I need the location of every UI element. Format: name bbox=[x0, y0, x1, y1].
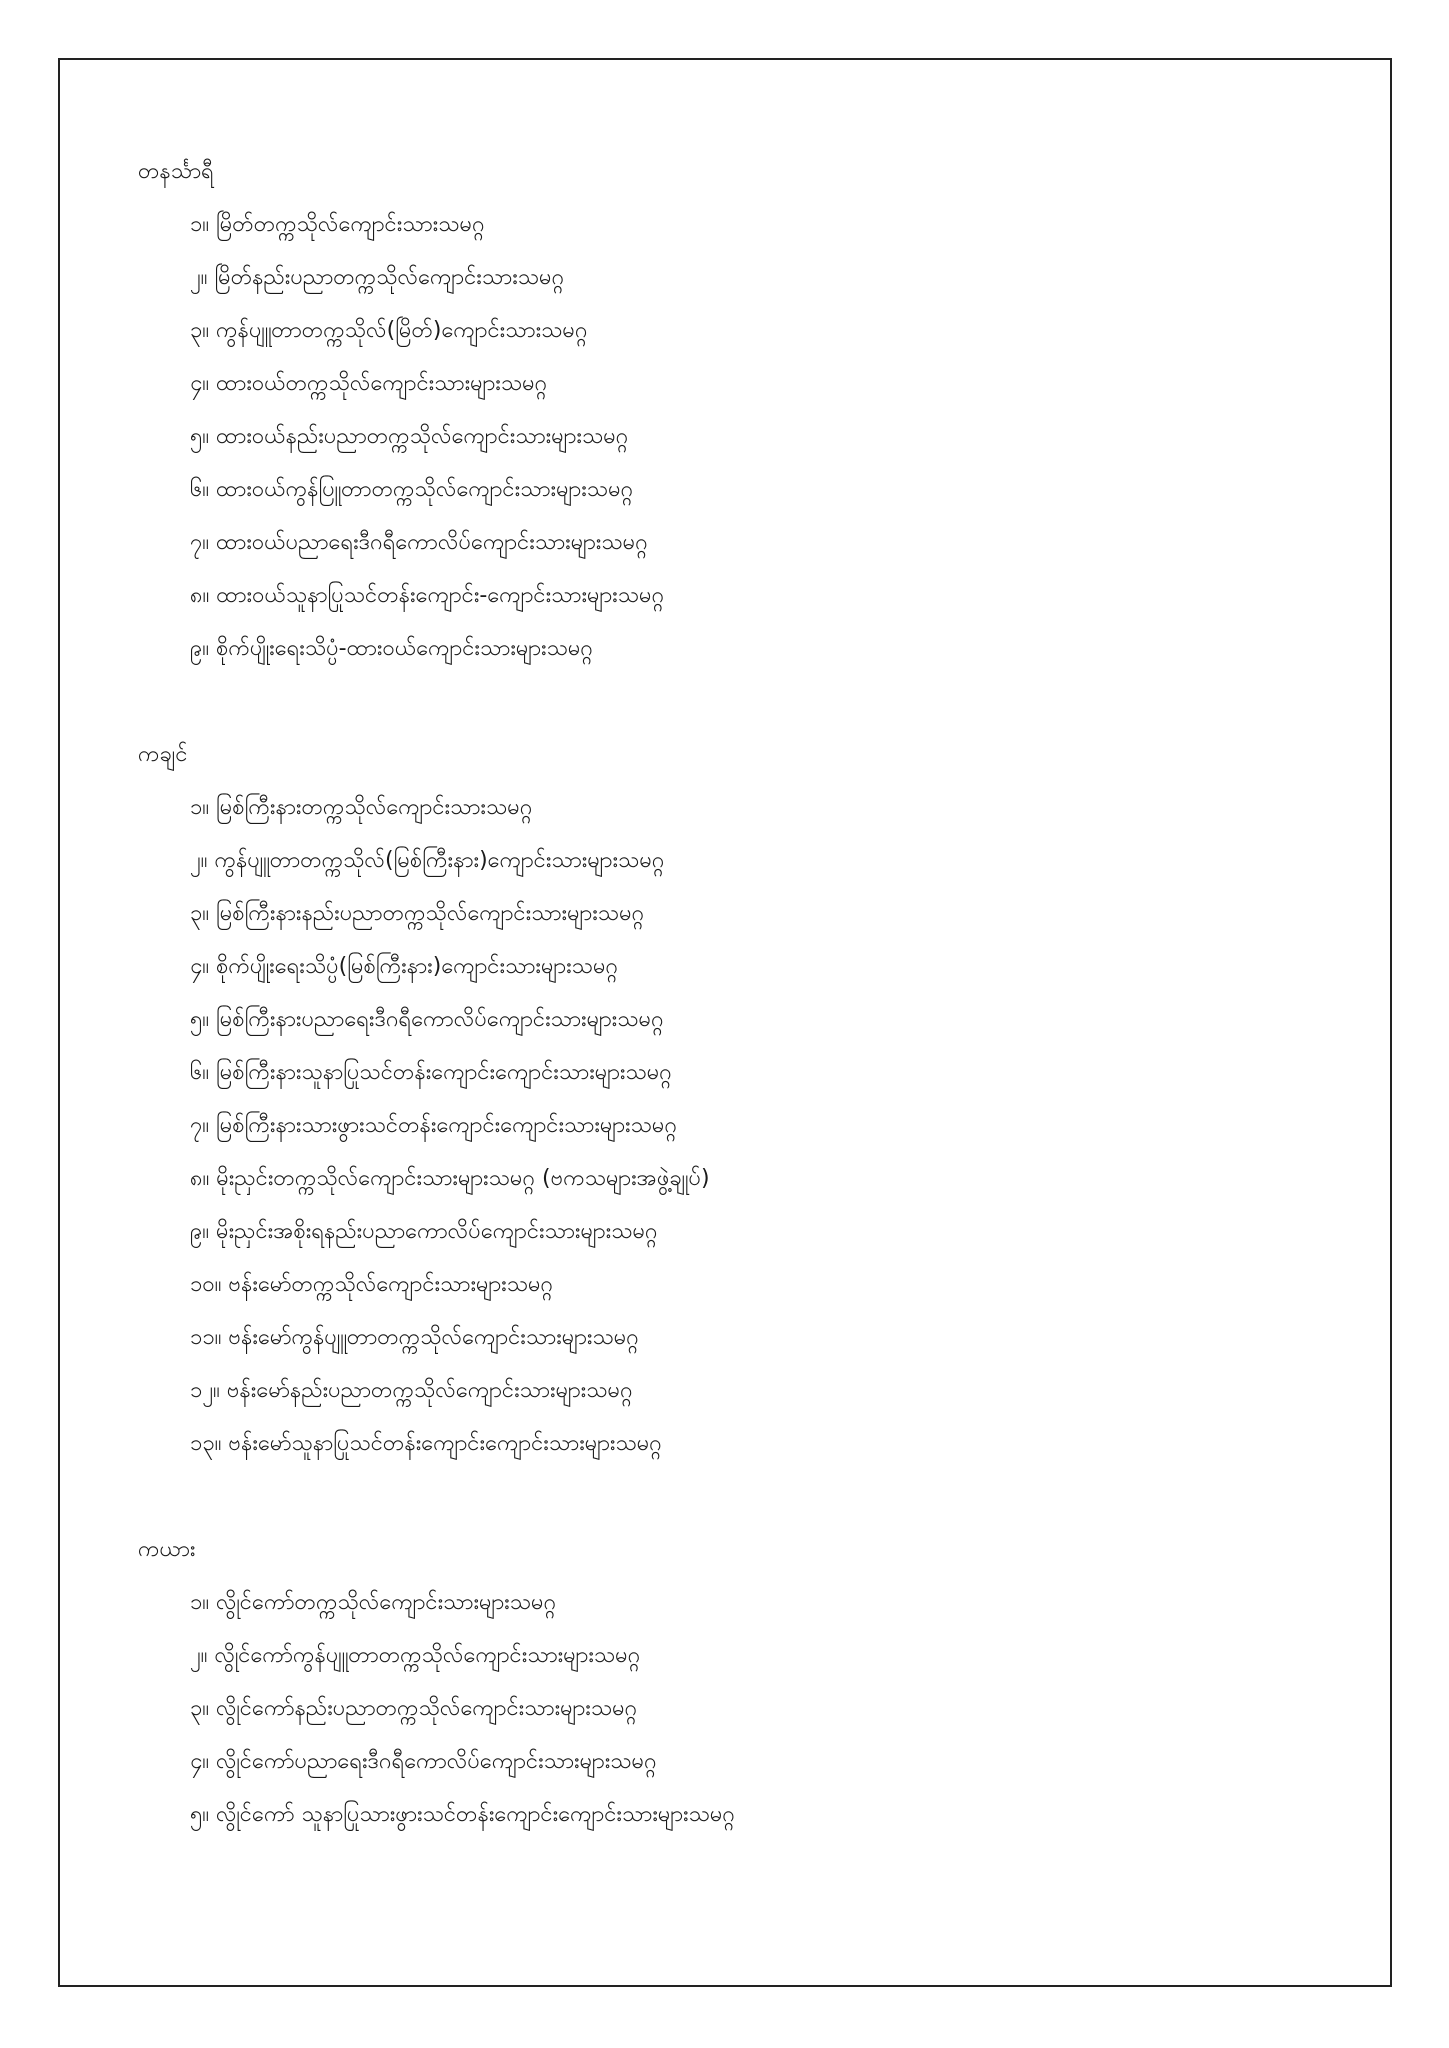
union-list-item: ၄။ လွိုင်ကော်ပညာရေးဒီဂရီကောလိပ်ကျောင်းသားများသမဂ္ဂ bbox=[190, 1749, 657, 1774]
union-list-item: ၄။ ထားဝယ်တက္ကသိုလ်ကျောင်းသားများသမဂ္ဂ bbox=[190, 371, 548, 396]
union-list-item: ၁၃။ ဗန်းမော်သူနာပြုသင်တန်းကျောင်းကျောင်းသားများသမဂ္ဂ bbox=[190, 1431, 662, 1456]
region-section-kayah bbox=[138, 1523, 1338, 1841]
union-list-item: ၂။ ကွန်ပျူတာတက္ကသိုလ်(မြစ်ကြီးနား)ကျောင်းသားများသမဂ္ဂ bbox=[190, 848, 665, 873]
union-list-item: ၄။ စိုက်ပျိုးရေးသိပ္ပံ(မြစ်ကြီးနား)ကျောင်းသားများသမဂ္ဂ bbox=[190, 954, 619, 979]
section-spacer bbox=[138, 1470, 1338, 1523]
union-list-item: ၂။ လွိုင်ကော်ကွန်ပျူတာတက္ကသိုလ်ကျောင်းသားများသမဂ္ဂ bbox=[190, 1643, 641, 1668]
union-list-item: ၃။ လွိုင်ကော်နည်းပညာတက္ကသိုလ်ကျောင်းသားများသမဂ္ဂ bbox=[190, 1696, 638, 1721]
union-list-item: ၁။ မြိတ်တက္ကသိုလ်ကျောင်းသားသမဂ္ဂ bbox=[190, 212, 485, 237]
region-title: တနင်္သာရီ bbox=[138, 159, 214, 184]
region-section-kachin bbox=[138, 728, 1338, 1470]
union-list-item: ၈။ မိုးညှင်းတက္ကသိုလ်ကျောင်းသားများသမဂ္ဂ (ဗကသများအဖွဲ့ချုပ်) bbox=[190, 1166, 710, 1191]
union-list-item: ၆။ မြစ်ကြီးနားသူနာပြုသင်တန်းကျောင်းကျောင်းသားများသမဂ္ဂ bbox=[190, 1060, 672, 1085]
union-list-item: ၃။ ကွန်ပျူတာတက္ကသိုလ်(မြိတ်)ကျောင်းသားသမဂ္ဂ bbox=[190, 318, 588, 343]
union-list-item: ၁၀။ ဗန်းမော်တက္ကသိုလ်ကျောင်းသားများသမဂ္ဂ bbox=[190, 1272, 554, 1297]
region-title: ကယား bbox=[138, 1537, 196, 1562]
union-list-item: ၇။ မြစ်ကြီးနားသားဖွားသင်တန်းကျောင်းကျောင်းသားများသမဂ္ဂ bbox=[190, 1113, 678, 1138]
union-list-item: ၅။ ထားဝယ်နည်းပညာတက္ကသိုလ်ကျောင်းသားများသမဂ္ဂ bbox=[190, 424, 629, 449]
union-list-item: ၁၁။ ဗန်းမော်ကွန်ပျူတာတက္ကသိုလ်ကျောင်းသားများသမဂ္ဂ bbox=[190, 1325, 639, 1350]
union-list-item: ၉။ မိုးညှင်းအစိုးရနည်းပညာကောလိပ်ကျောင်းသားများသမဂ္ဂ bbox=[190, 1219, 658, 1244]
union-list-item: ၁။ မြစ်ကြီးနားတက္ကသိုလ်ကျောင်းသားသမဂ္ဂ bbox=[190, 795, 533, 820]
union-list-item: ၆။ ထားဝယ်ကွန်ပြူတာတက္ကသိုလ်ကျောင်းသားများသမဂ္ဂ bbox=[190, 477, 634, 502]
region-title: ကချင် bbox=[138, 742, 188, 767]
section-spacer bbox=[138, 675, 1338, 728]
union-list-item: ၂။ မြိတ်နည်းပညာတက္ကသိုလ်ကျောင်းသားသမဂ္ဂ bbox=[190, 265, 565, 290]
union-list-item: ၈။ ထားဝယ်သူနာပြုသင်တန်းကျောင်း-ကျောင်းသားများသမဂ္ဂ bbox=[190, 583, 665, 608]
union-list-item: ၅။ မြစ်ကြီးနားပညာရေးဒီဂရီကောလိပ်ကျောင်းသားများသမဂ္ဂ bbox=[190, 1007, 664, 1032]
region-section-tanintharyi bbox=[138, 145, 1338, 675]
union-list-item: ၇။ ထားဝယ်ပညာရေးဒီဂရီကောလိပ်ကျောင်းသားများသမဂ္ဂ bbox=[190, 530, 648, 555]
union-list-item: ၅။ လွိုင်ကော် သူနာပြုသားဖွားသင်တန်းကျောင်းကျောင်းသားများသမဂ္ဂ bbox=[190, 1802, 735, 1827]
document-body bbox=[138, 145, 1338, 1841]
union-list-item: ၃။ မြစ်ကြီးနားနည်းပညာတက္ကသိုလ်ကျောင်းသားများသမဂ္ဂ bbox=[190, 901, 645, 926]
union-list-item: ၉။ စိုက်ပျိုးရေးသိပ္ပံ-ထားဝယ်ကျောင်းသားများသမဂ္ဂ bbox=[190, 636, 594, 661]
union-list-item: ၁၂။ ဗန်းမော်နည်းပညာတက္ကသိုလ်ကျောင်းသားများသမဂ္ဂ bbox=[190, 1378, 633, 1403]
union-list-item: ၁။ လွိုင်ကော်တက္ကသိုလ်ကျောင်းသားများသမဂ္ဂ bbox=[190, 1590, 557, 1615]
